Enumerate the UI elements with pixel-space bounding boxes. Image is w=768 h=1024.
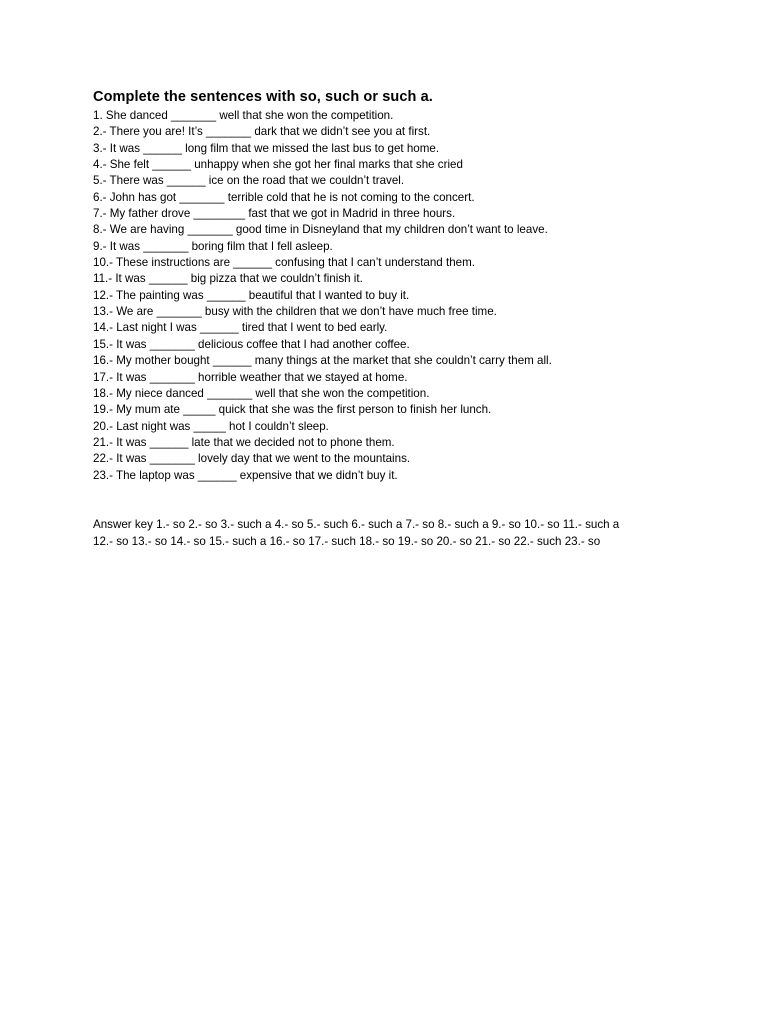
sentence-11: 11.- It was ______ big pizza that we couldn’t finish it.	[93, 272, 363, 286]
answer-key	[93, 517, 673, 550]
sentence-4: 4.- She felt ______ unhappy when she got her final marks that she cried	[93, 158, 463, 172]
answer-key-line-2: 12.- so 13.- so 14.- so 15.- such a 16.- so 17.- such 18.- so 19.- so 20.- so 21.- so 22.- such 23.- so	[93, 534, 601, 548]
sentence-6: 6.- John has got _______ terrible cold that he is not coming to the concert.	[93, 190, 475, 204]
sentence-5: 5.- There was ______ ice on the road that we couldn’t travel.	[93, 174, 405, 188]
sentence-8: 8.- We are having _______ good time in Disneyland that my children don’t want to leave.	[93, 223, 548, 237]
sentence-12: 12.- The painting was ______ beautiful that I wanted to buy it.	[93, 288, 410, 302]
sentence-9: 9.- It was _______ boring film that I fell asleep.	[93, 239, 333, 253]
sentence-2: 2.- There you are! It’s _______ dark that we didn’t see you at first.	[93, 125, 431, 139]
sentence-13: 13.- We are _______ busy with the children that we don’t have much free time.	[93, 305, 497, 319]
sentence-18: 18.- My niece danced _______ well that she won the competition.	[93, 386, 430, 400]
sentence-3: 3.- It was ______ long film that we missed the last bus to get home.	[93, 141, 440, 155]
worksheet-title: Complete the sentences with so, such or such a.	[93, 89, 433, 105]
sentence-15: 15.- It was _______ delicious coffee that I had another coffee.	[93, 337, 410, 351]
sentence-14: 14.- Last night I was ______ tired that I went to bed early.	[93, 321, 388, 335]
sentence-16: 16.- My mother bought ______ many things at the market that she couldn’t carry them all.	[93, 354, 552, 368]
sentence-23: 23.- The laptop was ______ expensive that we didn’t buy it.	[93, 468, 398, 482]
sentence-20: 20.- Last night was _____ hot I couldn’t sleep.	[93, 419, 329, 433]
sentence-list	[93, 108, 552, 484]
sentence-17: 17.- It was _______ horrible weather that we stayed at home.	[93, 370, 408, 384]
sentence-7: 7.- My father drove ________ fast that we got in Madrid in three hours.	[93, 207, 456, 221]
sentence-21: 21.- It was ______ late that we decided not to phone them.	[93, 435, 395, 449]
sentence-1: 1. She danced _______ well that she won the competition.	[93, 109, 394, 122]
answer-key-line-1: Answer key 1.- so 2.- so 3.- such a 4.- so 5.- such 6.- such a 7.- so 8.- such a 9.- so 10.- so 11.- such a	[93, 518, 620, 531]
sentence-10: 10.- These instructions are ______ confusing that I can’t understand them.	[93, 256, 475, 270]
sentence-22: 22.- It was _______ lovely day that we went to the mountains.	[93, 452, 411, 466]
sentence-19: 19.- My mum ate _____ quick that she was the first person to finish her lunch.	[93, 403, 492, 417]
